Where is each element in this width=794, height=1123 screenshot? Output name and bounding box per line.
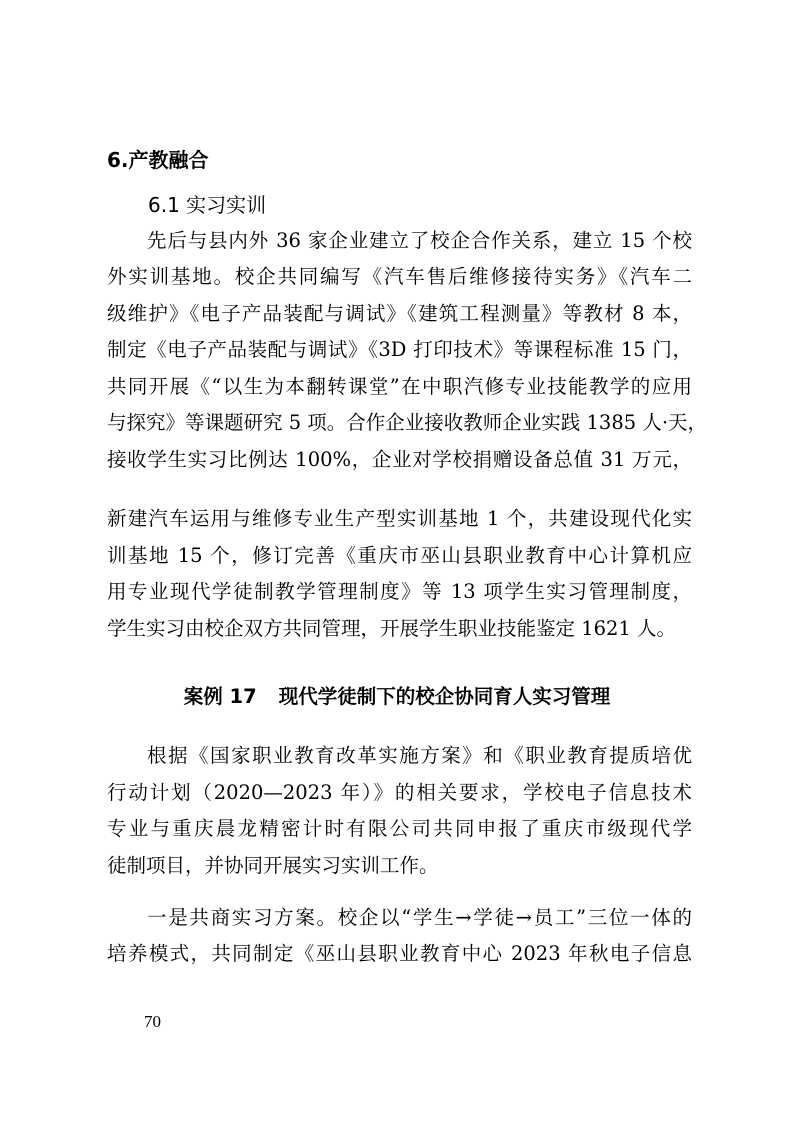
text-line: 训基地 15 个，修订完善《重庆市巫山县职业教育中心计算机应 [107, 544, 692, 567]
text-line: 培养模式，共同制定《巫山县职业教育中心 2023 年秋电子信息 [107, 942, 692, 965]
case-heading: 现代学徒制下的校企协同育人实习管理 [278, 685, 611, 708]
text-line: 共同开展《“以生为本翻转课堂”在中职汽修专业技能教学的应用 [107, 375, 692, 398]
text-line: 外实训基地。校企共同编写《汽车售后维修接待实务》《汽车二 [107, 265, 692, 288]
text-line: 级维护》《电子产品装配与调试》《建筑工程测量》等教材 8 本， [107, 302, 692, 325]
case-label: 案例 17 [183, 685, 257, 708]
text-line: 与探究》等课题研究 5 项。合作企业接收教师企业实践 1385 人·天， [107, 411, 708, 434]
text-line: 行动计划（2020—2023 年）》的相关要求，学校电子信息技术 [107, 781, 692, 804]
text-line: 新建汽车运用与维修专业生产型实训基地 1 个，共建设现代化实 [107, 507, 692, 530]
text-line: 先后与县内外 36 家企业建立了校企合作关系，建立 15 个校 [147, 229, 692, 252]
section-heading: 6.产教融合 [107, 148, 209, 172]
text-line: 学生实习由校企双方共同管理，开展学生职业技能鉴定 1621 人。 [107, 617, 677, 640]
text-line: 制定《电子产品装配与调试》《3D 打印技术》等课程标准 15 门， [107, 338, 692, 361]
subsection-heading: 6.1 实习实训 [148, 193, 267, 217]
text-line: 根据《国家职业教育改革实施方案》和《职业教育提质培优 [147, 744, 692, 767]
text-line: 接收学生实习比例达 100%，企业对学校捐赠设备总值 31 万元， [107, 448, 692, 471]
text-line: 用专业现代学徒制教学管理制度》等 13 项学生实习管理制度， [107, 580, 692, 603]
page-number: 70 [144, 1012, 161, 1031]
case-title [0, 685, 794, 709]
text-line: 一是共商实习方案。校企以“学生→学徒→员工”三位一体的 [147, 906, 692, 929]
text-line: 徒制项目，并协同开展实习实训工作。 [107, 854, 439, 877]
text-line: 专业与重庆晨龙精密计时有限公司共同申报了重庆市级现代学 [107, 817, 692, 840]
